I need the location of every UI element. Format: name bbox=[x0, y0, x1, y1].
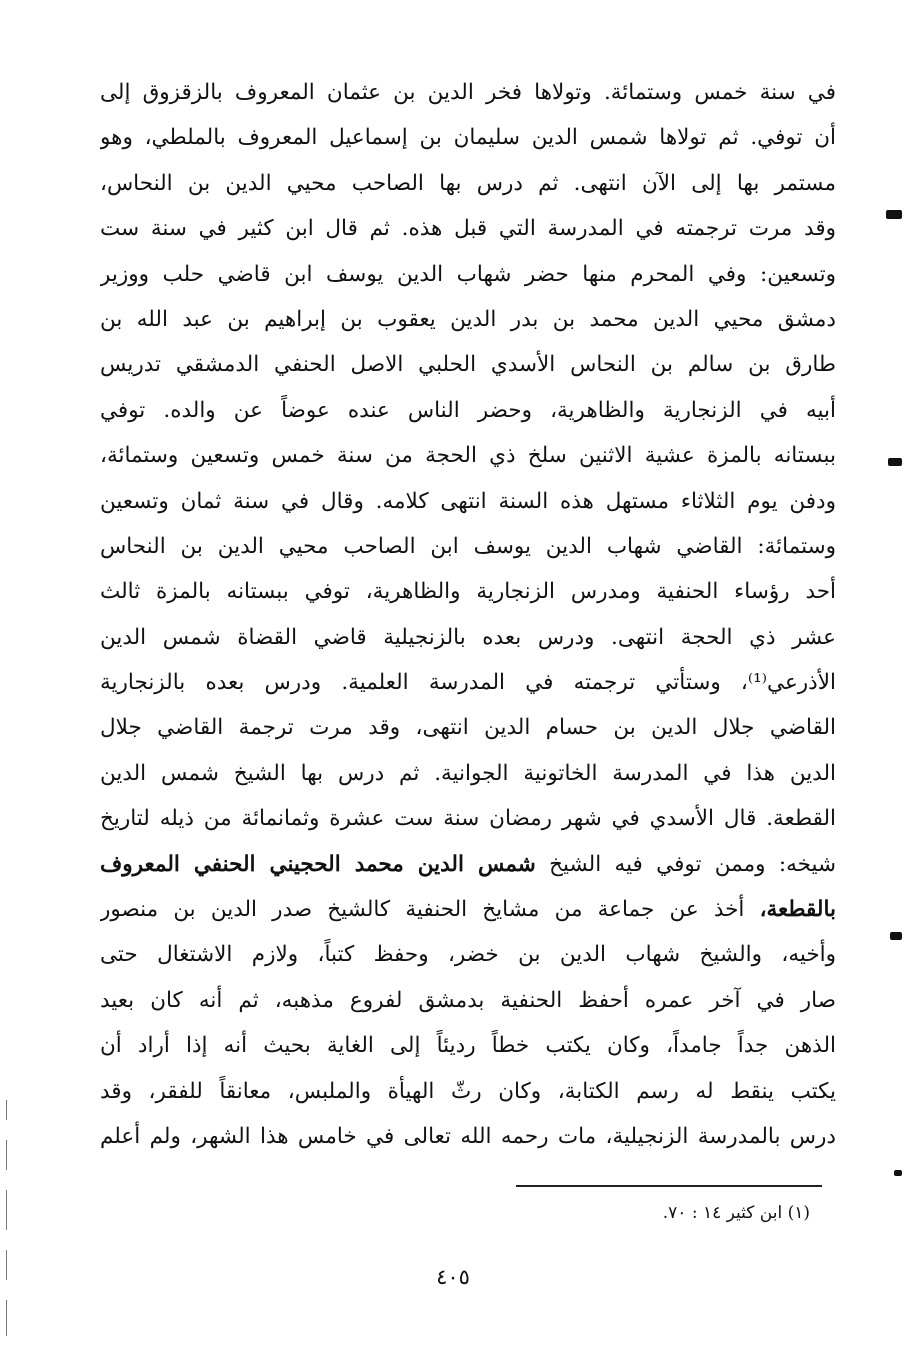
scan-edge-line bbox=[6, 1100, 7, 1120]
text-run: أخذ عن جماعة من مشايخ الحنفية كالشيخ صدر الدين بن منصور bbox=[100, 897, 760, 923]
text-line: وتسعين: وفي المحرم منها حضر شهاب الدين يوسف ابن قاضي حلب ووزير bbox=[100, 261, 836, 287]
page-number: ٤٠٥ bbox=[436, 1265, 470, 1289]
text-line: وأخيه، والشيخ شهاب الدين بن خضر، وحفظ كتباً، ولازم الاشتغال حتى bbox=[100, 942, 836, 968]
text-line: الدين هذا في المدرسة الخاتونية الجوانية. ثم درس بها الشيخ شمس الدين bbox=[100, 760, 836, 786]
text-line: طارق بن سالم بن النحاس الأسدي الحلبي الاصل الحنفي الدمشقي تدريس bbox=[100, 352, 836, 378]
text-line-with-bold-name bbox=[100, 887, 836, 932]
text-run: شيخه: وممن توفي فيه الشيخ bbox=[535, 851, 836, 877]
text-line: صار في آخر عمره أحفظ الحنفية بدمشق لفروع مذهبه، ثم أنه كان بعيد bbox=[100, 987, 836, 1013]
text-line: مستمر بها إلى الآن انتهى. ثم درس بها الصاحب محيي الدين بن النحاس، bbox=[100, 170, 836, 196]
scan-edge-line bbox=[6, 1300, 7, 1336]
text-line: في سنة خمس وستمائة. وتولاها فخر الدين بن عثمان المعروف بالزقزوق إلى bbox=[100, 80, 836, 105]
scan-edge-line bbox=[6, 1140, 7, 1170]
scan-edge-mark bbox=[886, 210, 902, 219]
body-text bbox=[100, 70, 836, 1159]
text-line: الذهن جداً جامداً، وكان يكتب خطاً رديئاً إلى الغاية بحيث أنه إذا أراد أن bbox=[100, 1033, 836, 1059]
bold-name: بالقطعة، bbox=[759, 897, 836, 923]
text-line: درس بالمدرسة الزنجيلية، مات رحمه الله تعالى في خامس هذا الشهر، ولم أعلم bbox=[100, 1123, 836, 1149]
text-line: دمشق محيي الدين محمد بن بدر الدين يعقوب بن إبراهيم بن عبد الله بن bbox=[100, 306, 836, 332]
text-line: ببستانه بالمزة عشية الاثنين سلخ ذي الحجة من سنة خمس وتسعين وستمائة، bbox=[100, 443, 836, 469]
text-line: الأذرعي⁽¹⁾، وستأتي ترجمته في المدرسة العلمية. ودرس بعده بالزنجارية bbox=[100, 670, 836, 696]
scan-edge-mark bbox=[894, 1170, 902, 1176]
text-line: أن توفي. ثم تولاها شمس الدين سليمان بن إسماعيل المعروف بالملطي، وهو bbox=[100, 125, 836, 151]
text-line: وستمائة: القاضي شهاب الدين يوسف ابن الصاحب محيي الدين بن النحاس bbox=[100, 533, 836, 559]
text-line: القطعة. قال الأسدي في شهر رمضان سنة ست عشرة وثمانمائة من ذيله لتاريخ bbox=[100, 806, 836, 832]
scan-edge-mark bbox=[888, 458, 902, 466]
scan-edge-line bbox=[6, 1190, 7, 1230]
scan-edge-mark bbox=[890, 932, 902, 940]
bold-name: شمس الدين محمد الحجيني الحنفي المعروف bbox=[100, 851, 536, 877]
text-line: القاضي جلال الدين بن حسام الدين انتهى، وقد مرت ترجمة القاضي جلال bbox=[100, 715, 836, 741]
scan-edge-line bbox=[6, 1250, 7, 1280]
text-line: وقد مرت ترجمته في المدرسة التي قبل هذه. ثم قال ابن كثير في سنة ست bbox=[100, 216, 836, 242]
text-line-with-bold-name bbox=[100, 842, 836, 887]
text-line: عشر ذي الحجة انتهى. ودرس بعده بالزنجيلية قاضي القضاة شمس الدين bbox=[100, 624, 836, 650]
text-line: ودفن يوم الثلاثاء مستهل هذه السنة انتهى كلامه. وقال في سنة ثمان وتسعين bbox=[100, 488, 836, 514]
text-line: يكتب ينقط له رسم الكتابة، وكان رثّ الهيأة والملبس، معانقاً للفقر، وقد bbox=[100, 1078, 836, 1104]
text-line: أبيه في الزنجارية والظاهرية، وحضر الناس عنده عوضاً عن والده. توفي bbox=[100, 397, 836, 423]
footnote: (١) ابن كثير ١٤ : ٧٠. bbox=[662, 1203, 810, 1223]
footnote-divider bbox=[516, 1185, 822, 1187]
text-line: أحد رؤساء الحنفية ومدرس الزنجارية والظاهرية، توفي ببستانه بالمزة ثالث bbox=[100, 579, 836, 605]
